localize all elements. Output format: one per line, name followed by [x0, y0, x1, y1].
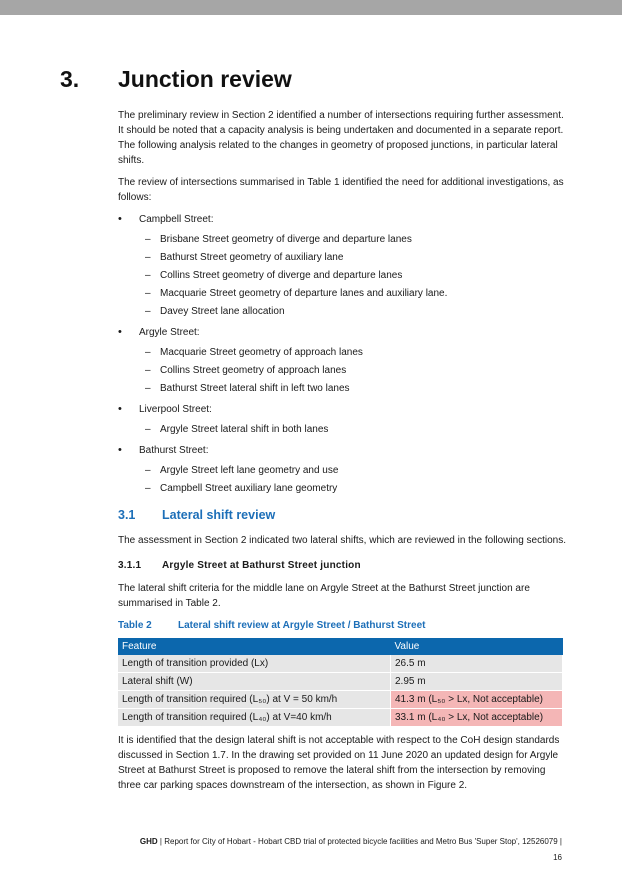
- sub-list-item: – Campbell Street auxiliary lane geometry: [139, 481, 566, 496]
- table-caption: [118, 618, 566, 632]
- lateral-shift-table: [118, 638, 563, 727]
- page-number: 16: [553, 853, 562, 862]
- sub-list-item: – Bathurst Street geometry of auxiliary lane: [139, 250, 566, 265]
- table-header-feature: Feature: [118, 638, 391, 655]
- subsection-title: Argyle Street at Bathurst Street junction: [162, 560, 361, 571]
- sub-list-item: – Argyle Street lateral shift in both lanes: [139, 422, 566, 437]
- table-cell-feature: Length of transition required (L₅₀) at V = 50 km/h: [118, 691, 391, 709]
- list-item-bathurst-street: [118, 443, 566, 496]
- sub-list-item: – Argyle Street left lane geometry and use: [139, 463, 566, 478]
- subsection-number: 3.1.1: [118, 560, 142, 571]
- subsection-heading: [118, 558, 566, 572]
- section-paragraph: The assessment in Section 2 indicated two lateral shifts, which are reviewed in the following sections.: [118, 535, 567, 546]
- table-caption-title: Lateral shift review at Argyle Street / Bathurst Street: [178, 620, 426, 631]
- table-header-value: Value: [391, 638, 563, 655]
- intro-paragraph-2: The review of intersections summarised in Table 1 identified the need for additional investigations, as follows:: [118, 177, 564, 203]
- table-row: [118, 691, 563, 709]
- sub-list: [139, 345, 566, 396]
- bullet-label: Campbell Street:: [139, 214, 214, 225]
- sub-list-item: – Collins Street geometry of diverge and departure lanes: [139, 268, 566, 283]
- investigation-list: [118, 212, 566, 496]
- sub-list: [139, 463, 566, 496]
- table-row: [118, 709, 563, 727]
- sub-list-item: – Bathurst Street lateral shift in left two lanes: [139, 381, 566, 396]
- bullet-label: Bathurst Street:: [139, 445, 209, 456]
- table-header-row: [118, 638, 563, 655]
- subsection-paragraph: The lateral shift criteria for the middle lane on Argyle Street at the Bathurst Street junction are summarised in Table 2.: [118, 583, 530, 609]
- table-row: [118, 655, 563, 673]
- chapter-number: 3.: [60, 66, 80, 92]
- table-cell-value-flagged: 41.3 m (L₅₀ > Lx, Not acceptable): [391, 691, 563, 709]
- section-number: 3.1: [118, 508, 136, 522]
- table-cell-feature: Length of transition required (L₄₀) at V=40 km/h: [118, 709, 391, 727]
- chapter-title: Junction review: [118, 66, 292, 92]
- sub-list-item: – Macquarie Street geometry of departure lanes and auxiliary lane.: [139, 286, 566, 301]
- section-heading: [118, 508, 566, 524]
- sub-list-item: – Collins Street geometry of approach lanes: [139, 363, 566, 378]
- footer-text: | Report for City of Hobart - Hobart CBD trial of protected bicycle facilities and Metro Bus 'Super Stop', 12526079 |: [157, 837, 562, 846]
- table-cell-feature: Length of transition provided (Lx): [118, 655, 391, 673]
- table-cell-value: 26.5 m: [391, 655, 563, 673]
- bullet-label: Argyle Street:: [139, 327, 200, 338]
- page-top-bar: [0, 0, 622, 15]
- footer-brand: GHD: [139, 837, 158, 846]
- sub-list: [139, 422, 566, 437]
- sub-list: [139, 232, 566, 319]
- table-row: [118, 673, 563, 691]
- list-item-argyle-street: [118, 325, 566, 396]
- table-caption-number: Table 2: [118, 620, 152, 631]
- table-cell-value: 2.95 m: [391, 673, 563, 691]
- sub-list-item: – Davey Street lane allocation: [139, 304, 566, 319]
- conclusion-paragraph: It is identified that the design lateral shift is not acceptable with respect to the CoH design standards discussed in Section 1.7. In the drawing set provided on 11 June 2020 an updated design for Argyle Street at Bathurst Street is proposed to remove the lateral shift from the intersection by removing three car parking spaces downstream of the intersection, as shown in Figure 2.: [118, 735, 560, 791]
- list-item-liverpool-street: [118, 402, 566, 437]
- section-title: Lateral shift review: [162, 508, 276, 522]
- sub-list-item: – Macquarie Street geometry of approach lanes: [139, 345, 566, 360]
- intro-paragraph-1: The preliminary review in Section 2 identified a number of intersections requiring further assessment. It should be noted that a capacity analysis is being undertaken and documented in a separate report. The following analysis related to the changes in geometry of proposed junctions, in particular lateral shifts.: [118, 110, 564, 166]
- page-footer: [118, 834, 562, 866]
- list-item-campbell-street: [118, 212, 566, 319]
- table-cell-value-flagged: 33.1 m (L₄₀ > Lx, Not acceptable): [391, 709, 563, 727]
- sub-list-item: – Brisbane Street geometry of diverge and departure lanes: [139, 232, 566, 247]
- bullet-label: Liverpool Street:: [139, 404, 212, 415]
- table-cell-feature: Lateral shift (W): [118, 673, 391, 691]
- page-content: [118, 108, 566, 800]
